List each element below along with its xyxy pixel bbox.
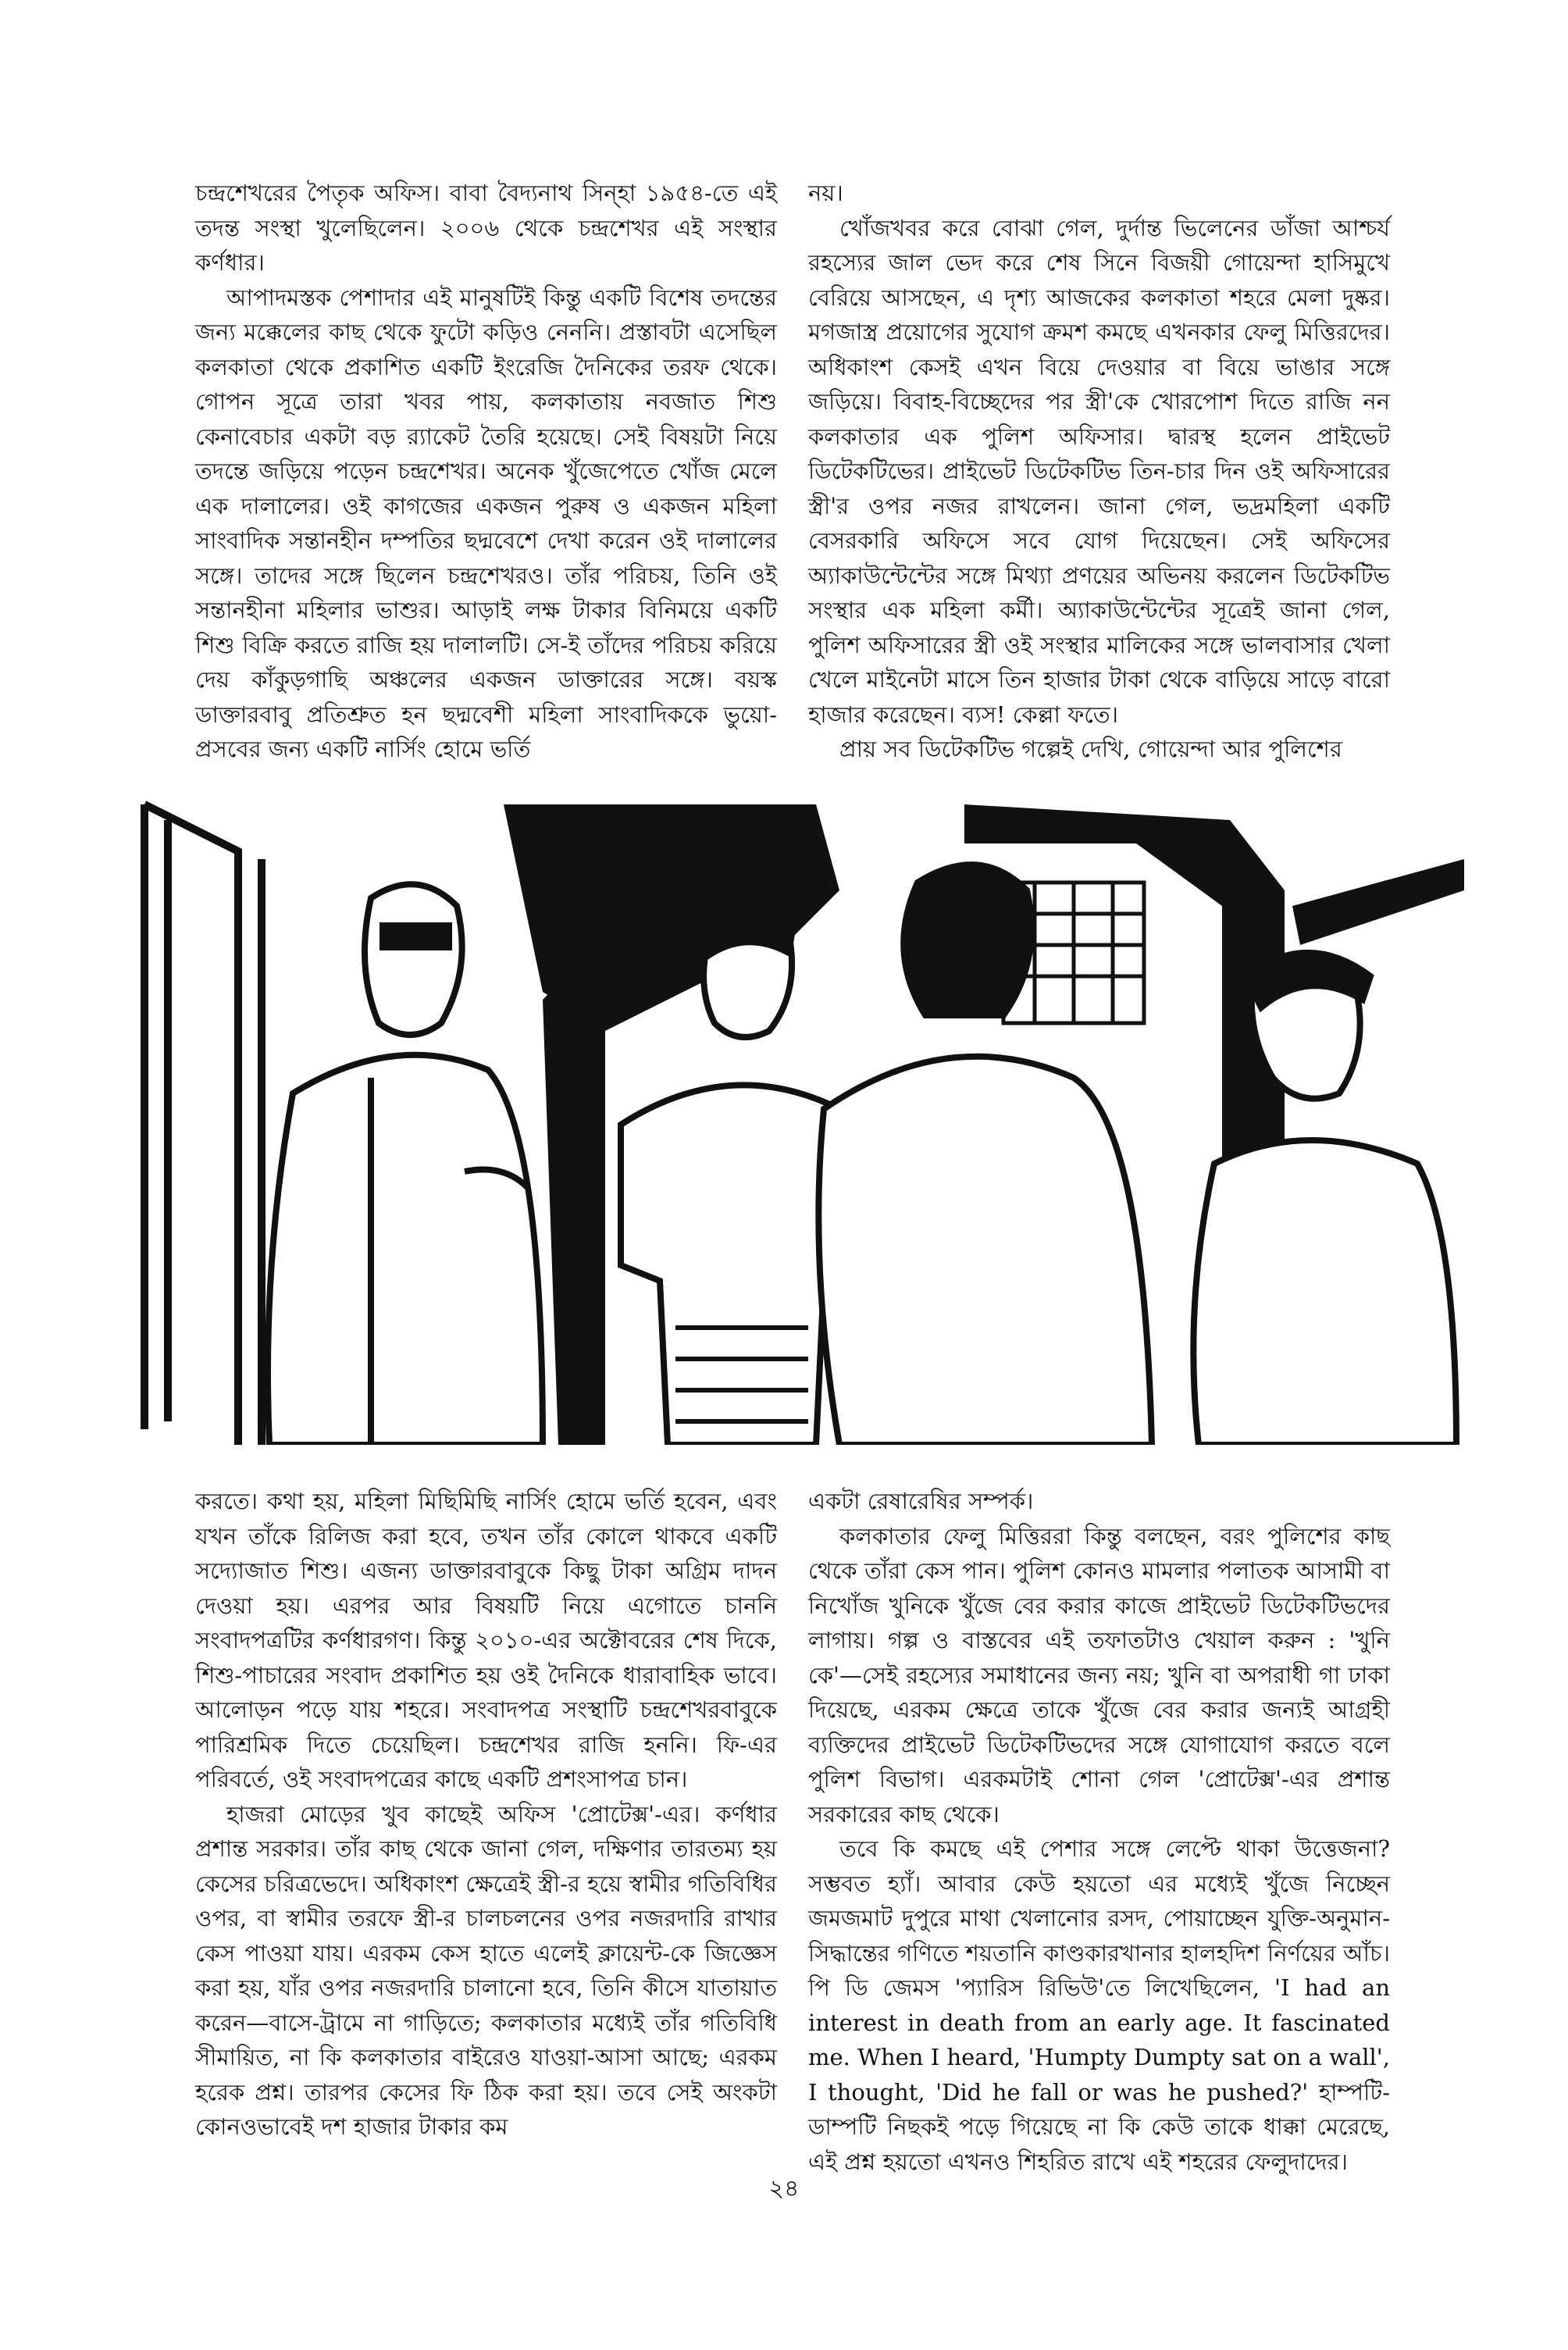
paragraph: করতে। কথা হয়, মহিলা মিছিমিছি নার্সিং হোমে ভর্তি হবেন, এবং যখন তাঁকে রিলিজ করা হবে, তখন তাঁর কোলে থাকবে একটি সদ্যোজাত শিশু। এজন্য ডাক্তারবাবুকে কিছু টাকা অগ্রিম দাদন দেওয়া হয়। এরপর আর বিষয়টি নিয়ে এগোতে চাননি সংবাদপত্রটির কর্ণধারগণ। কিন্তু ২০১০-এর অক্টোবরের শেষ দিকে, শিশু-পাচারের সংবাদ প্রকাশিত হয় ওই দৈনিকে ধারাবাহিক ভাবে। আলোড়ন পড়ে যায় শহরে। সংবাদপত্র সংস্থাটি চন্দ্রশেখরবাবুকে পারিশ্রমিক দিতে চেয়েছিল। চন্দ্রশেখর রাজি হননি। ফি-এর পরিবর্তে, ওই সংবাদপত্রের কাছে একটি প্রশংসাপত্র চান। [195,1488,785,1792]
paragraph: তবে কি কমছে এই পেশার সঙ্গে লেপ্টে থাকা উত্তেজনা? সম্ভবত হ্যাঁ। আবার কেউ হয়তো এর মধ্যেই খুঁজে নিচ্ছেন জমজমাট দুপুরে মাথা খেলানোর রসদ, পোয়াচ্ছেন যুক্তি-অনুমান-সিদ্ধান্তের গণিতে শয়তানি কাণ্ডকারখানার হালহদিশ নির্ণয়ের আঁচ। পি ডি জেমস 'প্যারিস রিভিউ'তে লিখেছিলেন, 'I had an interest in death from an early age. It fascinated me. When I heard, 'Humpty Dumpty sat on a wall', I thought, 'Did he fall or was he pushed?' হাম্পটি-ডাম্পটি নিছকই পড়ে গিয়েছে না কি কেউ তাকে ধাক্কা মেরেছে, এই প্রশ্ন হয়তো এখনও শিহরিত রাখে এই শহরের ফেলুদাদের। [808,1835,1398,2175]
paragraph: নয়। [808,180,843,206]
page-number: ২৪ [768,2175,800,2202]
bottom-right-column [808,1484,1398,2179]
top-left-column [195,176,785,767]
bottom-left-column [195,1484,785,2145]
paragraph: আপাদমস্তক পেশাদার এই মানুষটিই কিন্তু একটি বিশেষ তদন্তের জন্য মক্কেলের কাছ থেকে ফুটো কড়িও নেননি। প্রস্তাবটা এসেছিল কলকাতা থেকে প্রকাশিত একটি ইংরেজি দৈনিকের তরফ থেকে। গোপন সূত্রে তারা খবর পায়, কলকাতায় নবজাত শিশু কেনাবেচার একটা বড় র‍্যাকেট তৈরি হয়েছে। সেই বিষয়টা নিয়ে তদন্তে জড়িয়ে পড়েন চন্দ্রশেখর। অনেক খুঁজেপেতে খোঁজ মেলে এক দালালের। ওই কাগজের একজন পুরুষ ও একজন মহিলা সাংবাদিক সন্তানহীন দম্পতির ছদ্মবেশে দেখা করেন ওই দালালের সঙ্গে। তাদের সঙ্গে ছিলেন চন্দ্রশেখরও। তাঁর পরিচয়, তিনি ওই সন্তানহীনা মহিলার ভাশুর। আড়াই লক্ষ টাকার বিনিময়ে একটি শিশু বিক্রি করতে রাজি হয় দালালটি। সে-ই তাঁদের পরিচয় করিয়ে দেয় কাঁকুড়গাছি অঞ্চলের একজন ডাক্তারের সঙ্গে। বয়স্ক ডাক্তারবাবু প্রতিশ্রুত হন ছদ্মবেশী মহিলা সাংবাদিককে ভুয়ো-প্রসবের জন্য একটি নার্সিং হোমে ভর্তি [195,283,785,762]
paragraph: একটা রেষারেষির সম্পর্ক। [808,1488,1034,1514]
paragraph: হাজরা মোড়ের খুব কাছেই অফিস 'প্রোটেক্স'-এর। কর্ণধার প্রশান্ত সরকার। তাঁর কাছ থেকে জানা গেল, দক্ষিণার তারতম্য হয় কেসের চরিত্রভেদে। অধিকাংশ ক্ষেত্রেই স্ত্রী-র হয়ে স্বামীর গতিবিধির ওপর, বা স্বামীর তরফে স্ত্রী-র চালচলনের ওপর নজরদারি রাখার কেস পাওয়া যায়। এরকম কেস হাতে এলেই ক্লায়েন্ট-কে জিজ্ঞেস করা হয়, যাঁর ওপর নজরদারি চালানো হবে, তিনি কীসে যাতায়াত করেন—বাসে-ট্রামে না গাড়িতে; কলকাতার মধ্যেই তাঁর গতিবিধি সীমায়িত, না কি কলকাতার বাইরেও যাওয়া-আসা আছে; এরকম হরেক প্রশ্ন। তারপর কেসের ফি ঠিক করা হয়। তবে সেই অংকটা কোনওভাবেই দশ হাজার টাকার কম [195,1800,785,2140]
top-right-column [808,176,1398,767]
paragraph: খোঁজখবর করে বোঝা গেল, দুর্দান্ত ভিলেনের ডাঁজা আশ্চর্য রহস্যের জাল ভেদ করে শেষ সিনে বিজয়ী গোয়েন্দা হাসিমুখে বেরিয়ে আসছেন, এ দৃশ্য আজকের কলকাতা শহরে মেলা দুষ্কর। মগজাস্ত্র প্রয়োগের সুযোগ ক্রমশ কমছে এখনকার ফেলু মিত্তিরদের। অধিকাংশ কেসই এখন বিয়ে দেওয়ার বা বিয়ে ভাঙার সঙ্গে জড়িয়ে। বিবাহ-বিচ্ছেদের পর স্ত্রী'কে খোরপোশ দিতে রাজি নন কলকাতার এক পুলিশ অফিসার। দ্বারস্থ হলেন প্রাইভেট ডিটেকটিভের। প্রাইভেট ডিটেকটিভ তিন-চার দিন ওই অফিসারের স্ত্রী'র ওপর নজর রাখলেন। জানা গেল, ভদ্রমহিলা একটি বেসরকারি অফিসে সবে যোগ দিয়েছেন। সেই অফিসের অ্যাকাউন্টেন্টের সঙ্গে মিথ্যা প্রণয়ের অভিনয় করলেন ডিটেকটিভ সংস্থার এক মহিলা কর্মী। অ্যাকাউন্টেন্টের সূত্রেই জানা গেল, পুলিশ অফিসারের স্ত্রী ওই সংস্থার মালিকের সঙ্গে ভালবাসার খেলা খেলে মাইনেটা মাসে তিন হাজার টাকা থেকে বাড়িয়ে সাড়ে বারো হাজার করেছেন। ব্যস! কেল্লা ফতে। [808,214,1398,728]
paragraph: কলকাতার ফেলু মিত্তিররা কিন্তু বলছেন, বরং পুলিশের কাছ থেকে তাঁরা কেস পান। পুলিশ কোনও মামলার পলাতক আসামী বা নিখোঁজ খুনিকে খুঁজে বের করার কাজে প্রাইভেট ডিটেকটিভদের লাগায়। গল্প ও বাস্তবের এই তফাতটাও খেয়াল করুন : 'খুনি কে'—সেই রহস্যের সমাধানের জন্য নয়; খুনি বা অপরাধী গা ঢাকা দিয়েছে, এরকম ক্ষেত্রে তাকে খুঁজে বের করার জন্যই আগ্রহী ব্যক্তিদের প্রাইভেট ডিটেকটিভদের সঙ্গে যোগাযোগ করতে বলে পুলিশ বিভাগ। এরকমটাই শোনা গেল 'প্রোটেক্স'-এর প্রশান্ত সরকারের কাছ থেকে। [808,1522,1398,1828]
paragraph: প্রায় সব ডিটেকটিভ গল্পেই দেখি, গোয়েন্দা আর পুলিশের [839,736,1342,762]
illustration [137,797,1472,1445]
paragraph: চন্দ্রশেখরের পৈতৃক অফিস। বাবা বৈদ্যনাথ সিন্‌হা ১৯৫৪-তে এই তদন্ত সংস্থা খুলেছিলেন। ২০০৬ থেকে চন্দ্রশেখর এই সংস্থার কর্ণধার। [195,180,785,276]
